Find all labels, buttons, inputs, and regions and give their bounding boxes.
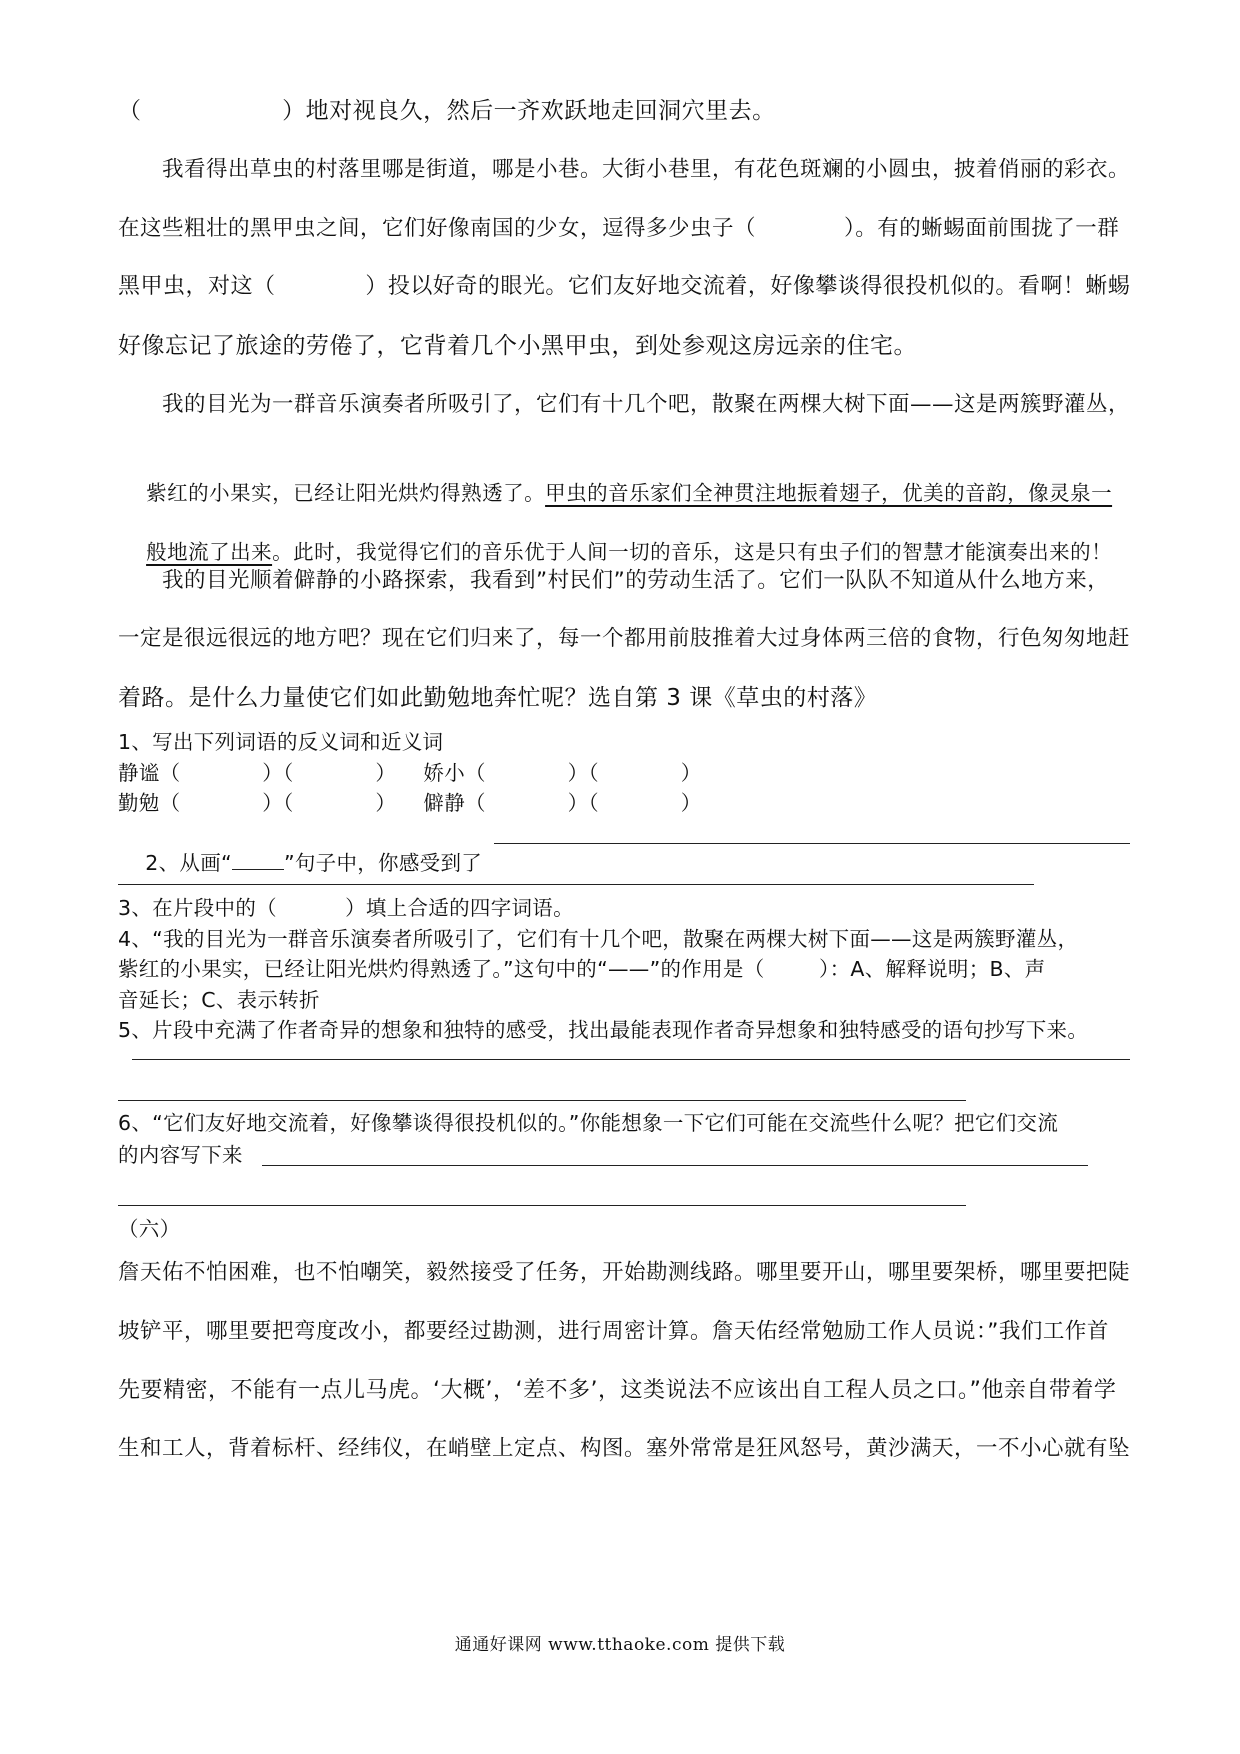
question-1-title: 1、写出下列词语的反义词和近义词	[118, 730, 444, 754]
passage-line: 先要精密，不能有一点儿马虎。‘大概’，‘差不多’，这类说法不应该出自工程人员之口。”他亲自带着学	[118, 1378, 1117, 1403]
footer-credit: 通通好课网 www.tthaoke.com 提供下载	[454, 1635, 786, 1655]
passage-line: 我的目光为一群音乐演奏者所吸引了，它们有十几个吧，散聚在两棵大树下面——这是两簇野灌丛，	[118, 392, 1131, 417]
question-3: 3、在片段中的（ ）填上合适的四字词语。	[118, 896, 574, 920]
passage-text: 紫红的小果实，已经让阳光烘灼得熟透了。	[146, 481, 546, 505]
question-1-row: 静谧（ ）（ ） 娇小（ ）（ ）	[118, 761, 702, 785]
question-4: 音延长；C、表示转折	[118, 988, 320, 1012]
underlined-sentence: 般地流了出来	[146, 540, 273, 564]
passage-line: 在这些粗壮的黑甲虫之间，它们好像南国的少女，逗得多少虫子（ ）。有的蜥蜴面前围拢了一群	[118, 216, 1120, 241]
passage-line: （ ）地对视良久，然后一齐欢跃地走回洞穴里去。	[118, 98, 776, 124]
answer-line	[494, 843, 1130, 844]
question-4: 4、“我的目光为一群音乐演奏者所吸引了，它们有十几个吧，散聚在两棵大树下面——这是两簇野灌丛，	[118, 927, 1079, 951]
question-4: 紫红的小果实，已经让阳光烘灼得熟透了。”这句中的“——”的作用是（ ）：A、解释说明；B、声	[118, 957, 1046, 981]
answer-line	[118, 1205, 966, 1206]
question-5: 5、片段中充满了作者奇异的想象和独特的感受，找出最能表现作者奇异想象和独特感受的语句抄写下来。	[118, 1018, 1089, 1042]
passage-line: 着路。是什么力量使它们如此勤勉地奔忙呢？选自第 3 课《草虫的村落》	[118, 685, 878, 711]
passage-line: 坡铲平，哪里要把弯度改小，都要经过勘测，进行周密计算。詹天佑经常勉励工作人员说：”我们工作首	[118, 1319, 1109, 1344]
passage-line: 一定是很远很远的地方吧？现在它们归来了，每一个都用前肢推着大过身体两三倍的食物，行色匆匆地赶	[118, 626, 1131, 651]
passage-line: 好像忘记了旅途的劳倦了，它背着几个小黑甲虫，到处参观这房远亲的住宅。	[118, 333, 917, 359]
answer-line	[118, 884, 1034, 885]
question-1-row: 勤勉（ ）（ ） 僻静（ ）（ ）	[118, 791, 702, 815]
question-2-text: ”句子中，你感受到了	[283, 851, 483, 875]
answer-line	[132, 1059, 1130, 1060]
question-6: 的内容写下来	[118, 1143, 243, 1167]
answer-line	[118, 1100, 966, 1101]
answer-line	[262, 1165, 1088, 1166]
passage-line: 我的目光顺着僻静的小路探索，我看到”村民们”的劳动生活了。它们一队队不知道从什么地方来，	[118, 568, 1110, 593]
section-heading: （六）	[118, 1217, 181, 1241]
passage-line: 生和工人，背着标杆、经纬仪，在峭壁上定点、构图。塞外常常是狂风怒号，黄沙满天，一不小心就有坠	[118, 1436, 1131, 1461]
underlined-sentence: 甲虫的音乐家们全神贯注地振着翅子，优美的音韵，像灵泉一	[545, 481, 1113, 505]
passage-text: 。此时，我觉得它们的音乐优于人间一切的音乐，这是只有虫子们的智慧才能演奏出来的！	[272, 540, 1113, 564]
question-2-text: 2、从画“	[145, 851, 232, 875]
blank-line	[232, 869, 284, 870]
passage-line: 詹天佑不怕困难，也不怕嘲笑，毅然接受了任务，开始勘测线路。哪里要开山，哪里要架桥，哪里要把陡	[118, 1260, 1131, 1285]
passage-line: 我看得出草虫的村落里哪是街道，哪是小巷。大街小巷里，有花色斑斓的小圆虫，披着俏丽的彩衣。	[118, 157, 1131, 182]
question-6: 6、“它们友好地交流着，好像攀谈得很投机似的。”你能想象一下它们可能在交流些什么呢？把它们交流	[118, 1111, 1059, 1135]
passage-line: 黑甲虫，对这（ ）投以好奇的眼光。它们友好地交流着，好像攀谈得很投机似的。看啊！蜥蜴	[118, 274, 1131, 299]
